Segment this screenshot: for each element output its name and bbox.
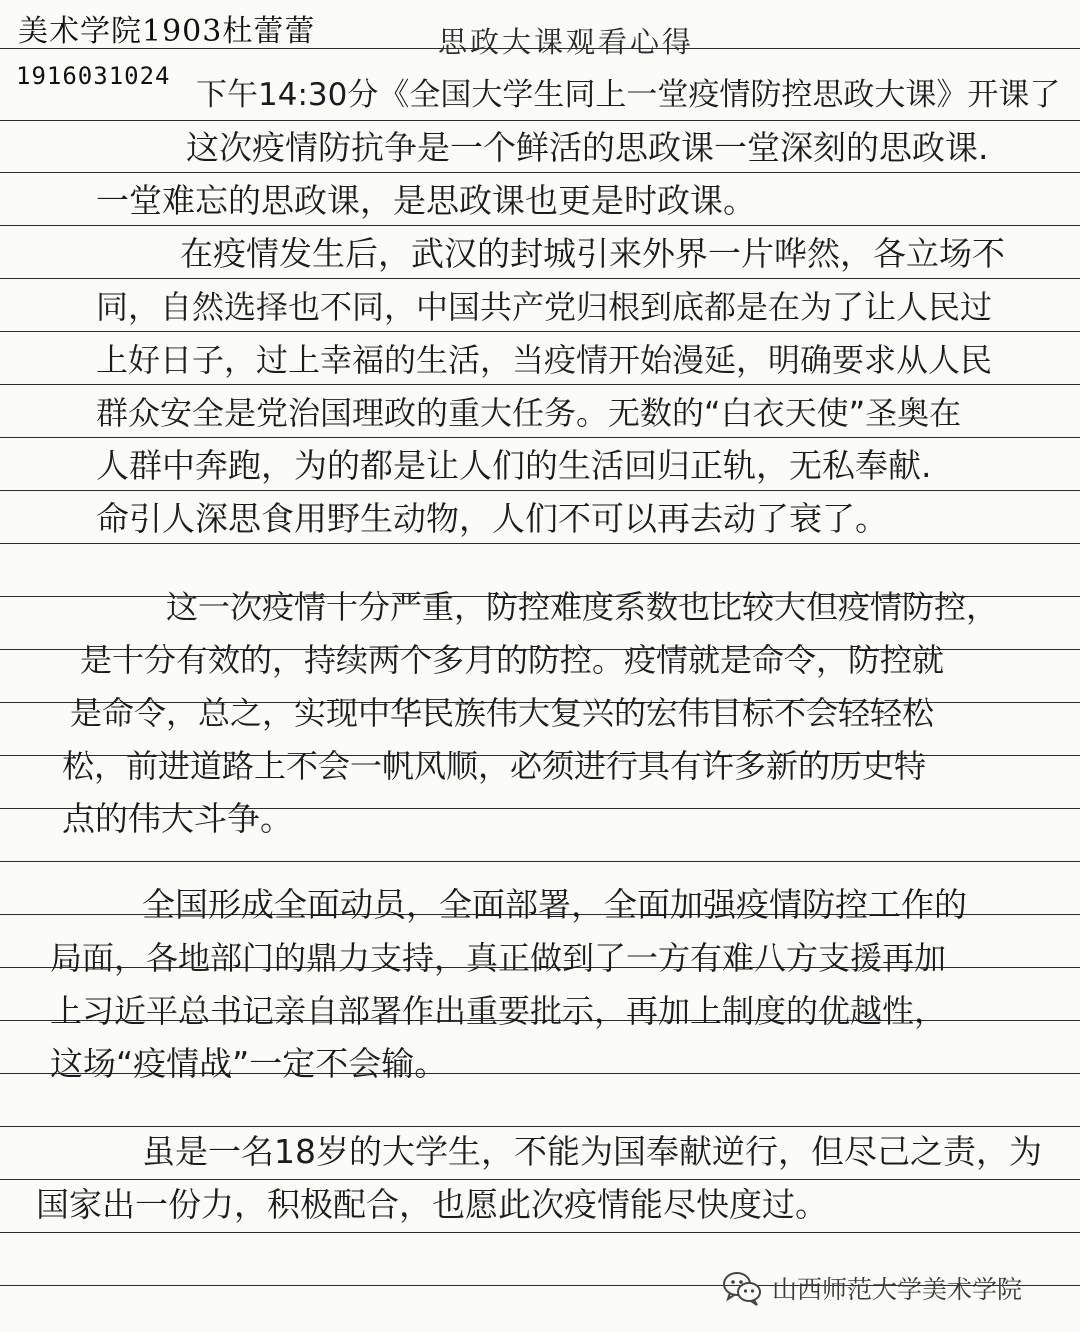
author-name: 美术学院1903杜蕾蕾 [18, 14, 316, 49]
essay-line: 上习近平总书记亲自部署作出重要批示，再加上制度的优越性， [50, 992, 947, 1030]
essay-line: 局面，各地部门的鼎力支持，真正做到了一方有难八方支援再加 [50, 939, 947, 977]
essay-line: 上好日子，过上幸福的生活，当疫情开始漫延，明确要求从人民 [96, 341, 993, 379]
essay-line: 群众安全是党治国理政的重大任务。无数的“白衣天使”圣奥在 [96, 394, 962, 432]
essay-line: 人群中奔跑，为的都是让人们的生活回归正轨，无私奉献. [96, 446, 932, 485]
essay-line: 国家出一份力，积极配合，也愿此次疫情能尽快度过。 [36, 1185, 828, 1224]
essay-line: 命引人深思食用野生动物，人们不可以再去动了衰了。 [96, 499, 888, 538]
watermark-text: 山西师范大学美术学院 [772, 1275, 1023, 1304]
essay-line: 这次疫情防抗争是一个鲜活的思政课一堂深刻的思政课. [186, 128, 989, 167]
essay-line: 虽是一名18岁的大学生，不能为国奉献逆行，但尽己之责，为 [142, 1132, 1042, 1171]
essay-line: 这一次疫情十分严重，防控难度系数也比较大但疫情防控， [166, 588, 999, 626]
essay-line: 一堂难忘的思政课，是思政课也更是时政课。 [96, 181, 756, 220]
essay-line: 这场“疫情战”一定不会输。 [50, 1044, 448, 1083]
ruled-line [0, 48, 1080, 49]
ruled-line [0, 1232, 1080, 1233]
essay-line: 在疫情发生后，武汉的封城引来外界一片哗然，各立场不 [180, 234, 1005, 273]
essay-line: 全国形成全面动员，全面部署，全面加强疫情防控工作的 [142, 885, 967, 924]
essay-line: 同，自然选择也不同，中国共产党归根到底都是在为了让人民过 [96, 288, 993, 326]
student-id: 1916031024 [16, 62, 171, 90]
wechat-icon [722, 1270, 762, 1306]
essay-line: 下午14:30分《全国大学生同上一堂疫情防控思政大课》开课了 [196, 77, 1061, 113]
essay-line: 松，前进道路上不会一帆风顺，必须进行具有许多新的历史特 [62, 747, 927, 785]
essay-line: 是十分有效的，持续两个多月的防控。疫情就是命令，防控就 [80, 641, 945, 679]
essay-line: 点的伟大斗争。 [62, 799, 293, 838]
essay-title: 思政大课观看心得 [438, 25, 695, 59]
watermark [722, 1268, 1022, 1308]
ruled-line [0, 861, 1080, 862]
essay-line: 是命令，总之，实现中华民族伟大复兴的宏伟目标不会轻轻松 [70, 694, 935, 732]
